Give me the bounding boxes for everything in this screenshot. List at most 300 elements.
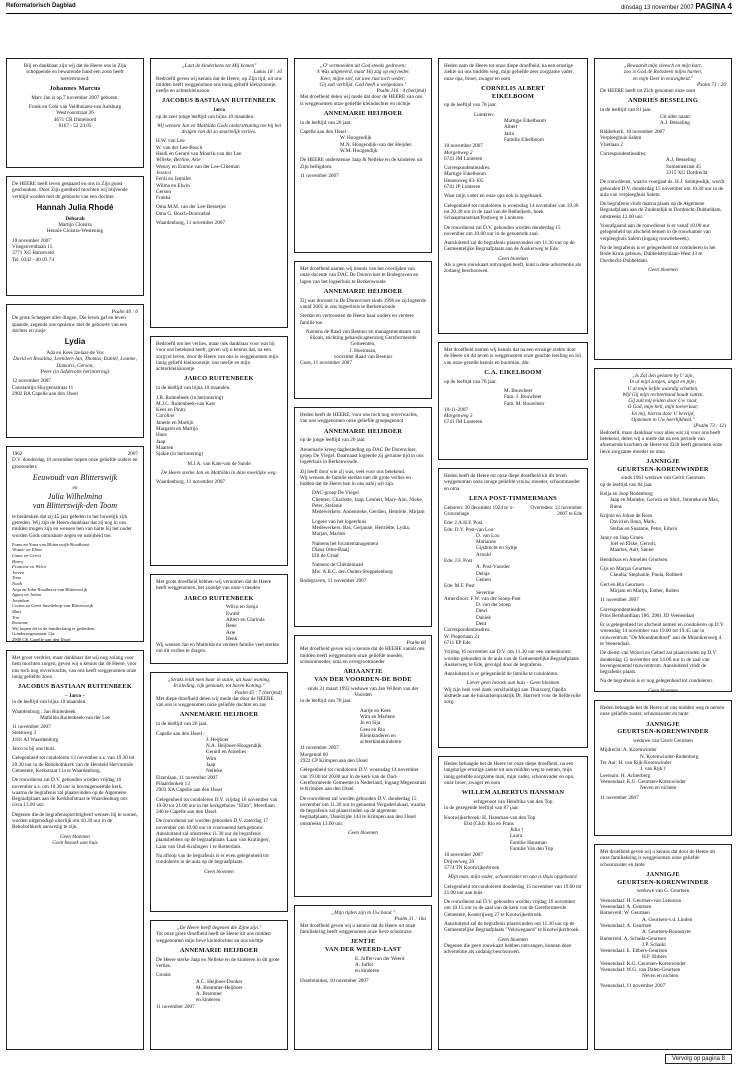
ad-text: Met droefheid namen wij kennis dat na een ernstige ziekte door de Heere uit dit leven is weggenomen onze geachte leerling en lid van onze gezelle kennis en buurman, dhr. xyxy=(444,347,581,366)
ad-text: Willeke, Bertine, Arie xyxy=(156,157,201,164)
ad-name-3: van Blitterswijk-den Toom xyxy=(32,501,118,511)
ad-name: LENA POST-TIMMERMANS xyxy=(469,494,557,502)
obituary-ad-annemarie-group xyxy=(294,407,432,627)
ad-text: 11 november 2007 xyxy=(12,724,51,731)
ad-text: 6741 JM Lunteren xyxy=(444,419,483,426)
ad-text: Liever geen bezoek aan huis - Geen bloemen xyxy=(466,680,560,687)
ad-text: Als u geen rouwkaart ontvangen heeft, kunt u deze advertentie als zodanig beschouwen. xyxy=(444,262,581,275)
ad-text: Sjakie (in herinnering) xyxy=(156,451,203,458)
ad-text: Met droefheid geven wij u kennis dat de Heere uit onze familiekring heeft weggenomen onze lieve schoonzus xyxy=(300,922,416,935)
ad-text: Neven en nichten xyxy=(642,973,679,980)
ad-text: Laura xyxy=(510,833,523,840)
ad-text: M. Bouwheer xyxy=(504,387,533,394)
ad-text: Namens de Cliëntenraad xyxy=(312,562,363,569)
ad-text: Na de begrafenis is er gelegenheid tot condoleren in het Bode Kruis gebouw, Dubbelsteynlaan-West 43 te Dordrecht-Dubbeldam. xyxy=(600,244,716,264)
ad-text: Zij heeft door wie zij was, veel voor ons betekend. xyxy=(300,468,406,475)
ad-text: Ede: D.Y. Post-van Loo xyxy=(444,526,494,533)
anniversary-ad xyxy=(6,446,144,642)
ad-text: Dent xyxy=(476,621,487,628)
ad-text: Heden nam de Heere tot onze diepe droefheid, na een ernstige ziekte uit ons midden weg, mijn geliefde zeer zorgzame vader, onze opa, broer, zwager en oom xyxy=(444,63,574,82)
ad-text: Kees en Pinny xyxy=(156,407,186,414)
ad-text: sinds 1961 weduwe van Gerrit Geurtsen xyxy=(621,475,705,482)
ad-text: Vrijdag 16 november zal D.V. om 11.30 uur een samenkomst worden gehouden in de aula van de Gemeentelijke Begraafplaats Auskerweg te Ede, gevolgd door de begrafenis. xyxy=(444,649,579,668)
ad-text: A.C. Heijboer-Donker xyxy=(196,978,243,985)
publication-name: Reformatorisch Dagblad xyxy=(6,3,76,9)
ad-text: Hans xyxy=(156,432,167,439)
ad-name: ANNEMARIE HEIJBOER xyxy=(323,427,403,435)
year-start: 1962 xyxy=(12,451,23,457)
ad-text: Cees en Ria xyxy=(360,726,385,733)
ad-text: M.N. Hoogendijk-van der Heijden xyxy=(340,141,412,148)
ad-text: Veenendaal: W.G. van Dalen-Geurtsen xyxy=(600,967,681,974)
birth-ad-lydia xyxy=(6,304,144,438)
obituary-ad-jannigje xyxy=(594,368,732,692)
ad-text: Rene xyxy=(226,623,237,630)
ad-text: Heden behaagde het de Heere uit ons midden weg te nemen onze geliefde zuster, schoonzuster en tante xyxy=(600,705,725,718)
ad-text: Vliegenveldlaan 15 xyxy=(12,244,53,251)
ad-text: Mijdrecht: A. Korenwinder xyxy=(600,747,657,754)
ad-text: Anja en John Rosdhorst-van Blitterswijk xyxy=(12,586,88,592)
ad-text: Correspondentieadres: xyxy=(444,165,491,172)
ad-text: Zij was docente in De Dorenvloer sinds 1996 en zij logeerde vanaf 2005 in ons logeerhuis te Berkenwoude. xyxy=(300,297,426,310)
ad-text: W. Hoogendijk xyxy=(340,135,372,142)
ad-name: ANNEMARIE HEIJBOER xyxy=(179,711,259,719)
ad-text: 10-11-2007 xyxy=(444,406,469,413)
ad-text: Diana Otter-Baaij xyxy=(312,546,349,553)
obituary-ad-jannigje-in-laws xyxy=(594,844,732,1050)
verse: „Mijn tijden zijn in Uw hand." xyxy=(331,910,395,916)
ad-text: Geen bloemen xyxy=(60,833,90,840)
ad-text: Geen bloemen xyxy=(498,255,528,262)
ad-name: C.A. EIKELBOOM xyxy=(484,368,542,376)
obituary-ad-andries xyxy=(594,58,732,360)
ad-text: Veenendaal: E. Ebbers-Geurtsen xyxy=(600,948,668,955)
ad-text: Francine en Wilco xyxy=(12,564,46,570)
ad-text: Met droefheid geven wij u kennis dat door de Heere uit onze familiekring is weggenomen onze geliefde schoonzuster en tante xyxy=(600,849,715,868)
obituary-ad-jacobus xyxy=(6,650,144,1050)
ad-text: Familie Hansman xyxy=(510,839,547,846)
ad-text: Caroline xyxy=(156,413,175,420)
ad-text: Geen bloemen xyxy=(648,266,678,273)
ad-text: Tel. 0342 - 40 03 74 xyxy=(12,256,54,263)
ad-text: 2903 XA Capelle aan den IJssel xyxy=(156,787,223,794)
ad-text: Ada en Kees Izelaar-de Vos xyxy=(46,350,104,357)
ad-text: Morgental 60 xyxy=(300,751,328,758)
ad-text: weduwe van Gerrit Geurtsen xyxy=(633,738,693,745)
ad-text: Tim xyxy=(12,614,19,620)
ad-text: Pilaardonken 13 xyxy=(156,780,190,787)
ad-text: De grote Schepper aller dingen, Die leven gaf en leven spaarde, zegende ons opnieuw met de geboorte van een dochter en zusje xyxy=(12,315,128,334)
ad-text: Amersfoort: F.W. van der Stoep-Post xyxy=(444,595,521,602)
ad-text: Gemen xyxy=(476,576,491,583)
ad-text: op de leeftijd van 84 jaar. xyxy=(600,481,653,488)
ad-text: Corina en Geert Smeltekop-van Blitterswijk xyxy=(12,603,94,609)
ad-name: ANNEMARIE HEIJBOER xyxy=(179,946,259,954)
ad-text: Veenendaal: K.G. Geurtsen-Korenwinder xyxy=(600,960,686,967)
ad-text: De Heere sterke Jan en Mathilda in deze moeilijke weg. xyxy=(161,469,277,476)
ad-text: N. Korenwinder-Rodenburg xyxy=(640,753,699,760)
ad-text: Ede: J.A.H.F. Post xyxy=(444,520,483,527)
ad-name: JACOBUS BASTIAAN RUITENBEEK xyxy=(17,683,133,691)
ad-text: Jessica xyxy=(156,169,171,176)
ad-text: Wim en Marlene xyxy=(360,713,395,720)
ad-text: De HEERE heeft tot Zich genomen onze oom xyxy=(600,88,696,95)
ad-text: Met diepe droefheid delen wij mede dat door de HEERE van ons is weggenomen onze geliefde dochter en zus xyxy=(156,695,274,709)
ad-text: 4181 AJ Waardenburg xyxy=(12,736,59,743)
ad-text: Kootwijkerbroek: H. Hansman-van den Top xyxy=(444,814,536,821)
ad-text: Barneveld: A. Schaikt-Geurtsen xyxy=(600,935,667,942)
ad-text: Waardenburg : Jan Ruitenbeek xyxy=(12,708,76,715)
ad-text: David en Rosalina, Leendert-Jan, Thomas, Daniël, Leanne, Damaris, Gerson, xyxy=(13,356,137,369)
ad-subname: – Jarco – xyxy=(64,692,86,699)
ad-text: 11 november 2007 xyxy=(156,1003,195,1010)
ad-text: Wij zijn heel veel dank verschuldigd aan Thuiszorg Opella alsmede aan de huisartsenpraktijk Dr. Hartvelt voor de liefdevolle zorg. xyxy=(444,686,581,706)
ad-name: JENTJE xyxy=(350,938,376,946)
ad-text: Aansluitend is er gelegenheid de familie te condoleren. xyxy=(444,671,559,678)
ad-name-2: Julia Wilhelmina xyxy=(47,491,103,501)
ad-name: ANNEMARIE HEIJBOER xyxy=(323,110,403,118)
ad-text: De HEERE ondersteune Jaap & Nelleke en de kinderen uit Zijn heiligdom. xyxy=(300,157,423,170)
ad-text: Hendrikus en Annelies Geurtsen xyxy=(600,556,668,563)
ad-text: De rouwdienst zal worden gehouden D.V. zaterdag 17 november om 10.00 uur in voornoemd kerkgebouw. Aansluitend zal omstreeks 11.30 uur de begrafenis plaatshebben op de begraafplaats 'Laan van Kralingen', Laan van Oud-Kralingen 1 te Rotterdam. xyxy=(156,818,271,850)
ad-text: Kelja en Joop Rodenburg xyxy=(600,491,653,498)
ad-text: Roxanne xyxy=(12,620,29,626)
ad-text: Marc Jan is op 7 november 2007 geboren. xyxy=(31,94,119,101)
ad-text: 3774 TN Kootwijkerbroek xyxy=(444,864,500,871)
verse: In kleding, rijk gemaakt, tot haren Koning." xyxy=(173,683,265,690)
ad-text: 2900 CK Capelle aan den IJssel xyxy=(12,636,71,642)
verse: „De Heere heeft degenen die Zijne zijn." xyxy=(176,925,262,931)
ad-text: Gouda: xyxy=(156,972,172,979)
ad-name: JARCO RUITENBEEK xyxy=(184,375,254,383)
ad-text: Geen bloemen xyxy=(498,936,528,943)
ad-text: Claudia, Stephanie, Paula, Robbert xyxy=(610,572,683,579)
ad-text: Frank en Cobi van Veldhuizen-van Aalsburg xyxy=(28,103,122,110)
ad-text: D. van der Stoep xyxy=(476,602,511,609)
ad-text: op de jonge leeftijd van 20 jaar. xyxy=(300,437,366,444)
life-dates xyxy=(444,505,582,518)
ad-text: Lunteren: xyxy=(474,111,495,118)
obituary-ad-annemarie-gouda xyxy=(150,920,288,1050)
ad-text: David en Ilona, Mark, xyxy=(610,519,656,526)
ad-text: Bedroefd, maar dankbaar voor alles wat zij voor ons heeft betekend, delen wij u mede dat na een periode van afnemende krachten de Heere tot Zich heeft genomen onze lieve zorgzame moeder en oma xyxy=(600,429,723,455)
ad-name: Hannah Julia Rhodé xyxy=(36,202,114,212)
ad-text: Janette en Martijn xyxy=(156,419,194,426)
verse: O God, mijn heil, mijn toeverlaat; xyxy=(627,404,699,411)
obituary-ad-jarco xyxy=(150,336,288,566)
ad-text: Geen bloemen xyxy=(648,687,678,692)
ad-text: Veenendaal: K.G. Geurtsen-Korenwinder xyxy=(600,778,686,785)
ad-text: Margaret en Martijn xyxy=(156,426,198,433)
ad-text: Mirjam en Marijn, Esther, Ruben xyxy=(610,587,679,594)
ad-text: Wilco en Sonja xyxy=(226,604,258,611)
ad-text: Martigje Eikelboom xyxy=(444,171,486,178)
date-text: dinsdag 13 november 2007 xyxy=(620,5,694,11)
ad-text: Heden behaagde het de Heere tot onze diepe droefheid, na een langdurige ernstige ziekte uit ons midden weg te nemen, mijn innig geliefde zorgzame man, mijn vader, schoonvader en opa, onze broer, zwager en oom xyxy=(444,761,575,786)
obituary-ad-cornelis xyxy=(438,58,588,334)
ad-text: Leersum: H. Achterberg xyxy=(600,772,651,779)
ad-text: Ridderkerk, 10 november 2007 xyxy=(600,129,665,136)
ad-text: 6741 JM Lunteren xyxy=(444,155,483,162)
ad-text: De rouwdienst zal D.V. gehouden worden donderdag 15 november om 10.00 uur in de genoemde zaal. xyxy=(444,224,561,237)
ad-name: ANDRIES BESSELING xyxy=(628,97,698,105)
header-rule xyxy=(6,13,732,14)
verse: Gij zult verblijd, God heeft u welgedaan." xyxy=(319,81,407,88)
ad-text: W. Pieperlaan 21 xyxy=(444,633,480,640)
ad-text: M. Bremmer-Heijboer xyxy=(196,984,243,991)
ad-text: J. van Rijk † xyxy=(640,766,667,773)
ad-text: Heden heeft de Heere tot onze diepe droefheid uit dit leven weggenomen onze innige geliefde vrouw, moeder, schoonmoeder en oma xyxy=(444,473,581,492)
ad-text: A. Bremmer xyxy=(196,991,222,998)
verse: Opnemen in Uw heerlijkheid." xyxy=(631,417,695,424)
ad-text: Vlietlaan 2 xyxy=(600,141,623,148)
ad-text: Logees van het logeerhuis xyxy=(312,518,367,525)
ad-text: Harry xyxy=(12,558,24,564)
ad-text: Jonathan xyxy=(12,597,30,603)
continue-link[interactable]: Vervolg op pagina 8 xyxy=(665,1054,732,1064)
ad-text: Familie Eikelboom xyxy=(504,136,544,143)
ad-text: Jarin xyxy=(504,130,515,137)
ad-text: Gelegenheid tot condoleren is woensdag 14 november van 19.30 tot 20.30 uur in de zaal van de Bethelkerk, hoek Schaapmanstraat/Postweg te Lunteren. xyxy=(444,202,579,222)
ad-text: Clienten: Charlotte, Jaap, Lennert, Mary-Ann, Nieke, Peter, Stefanie xyxy=(312,496,423,510)
ad-text: H.W. van Lee xyxy=(156,138,185,145)
verse: zoo is God de Rotssteen mijns harten, xyxy=(623,69,703,76)
ad-text: Morgenweg 3 xyxy=(444,413,473,420)
ad-text: 11 november 2007 xyxy=(300,745,339,752)
ad-name: Johannes Marcus xyxy=(49,84,101,92)
ad-text: Aartje en Kees xyxy=(360,707,391,714)
ad-text: Neven en nichten xyxy=(640,785,677,792)
ad-text: J. Hoeimsan, xyxy=(349,347,377,354)
ad-text: Constantijn Huygensstraat 11 xyxy=(12,384,74,391)
verse: en mijn Deel in eeuwigheid." xyxy=(632,75,694,82)
ad-text: Peter (in liefdevolle herinnering) xyxy=(40,369,110,376)
ad-text: Mijn man, mijn vader, schoonvader en opa is thuis opgebaard. xyxy=(448,874,578,881)
ad-text: A. Post-Vuurder xyxy=(476,564,510,571)
ad-text: Arnold xyxy=(476,551,491,558)
ad-text: Met grote droefheid hebben wij vernomen dat de Heere heeft weggenomen, het zoontje van onze vrienden xyxy=(156,579,272,592)
obituary-ad-jacobus-2 xyxy=(150,58,288,328)
ad-text: Morgenweg 2 xyxy=(444,149,473,156)
verse: Wijl Gij mijn rechterhand houdt vatten. xyxy=(622,391,704,398)
ad-text: Gelegenheid tot condoleren D.V. woensdag 14 november van 19.00 tot 20.00 uur in de kerk van de Oud-Gereformeerde Gemeente in Nederland, Ingang Megenstraat te Krimpen aan den IJssel. xyxy=(300,767,426,793)
ad-text: in de leeftijd van 78 jaar. xyxy=(300,698,352,705)
ad-text: Dewi xyxy=(476,608,488,615)
ad-name-2: VAN DER WEERD-LAST xyxy=(324,945,402,953)
ad-text: 12 november 2007 xyxy=(12,378,51,385)
ad-text: Correspondentieadres: xyxy=(600,151,647,158)
verse: In al mijn zorgen, angst en pijn; xyxy=(629,379,697,386)
ad-text: Martijn Cloistra xyxy=(58,222,92,229)
ad-text: Medewerkers: Annemieke, Gerdien, Henriëte, Mirjam xyxy=(312,509,425,516)
ad-text: J.B. Ruitenbeek (in herinnering) xyxy=(156,394,223,401)
ad-text: Hessenweg 83-105 xyxy=(444,177,484,184)
ad-text: 10 november 2007 xyxy=(444,143,483,150)
ad-text: Capelle aan den IJssel : xyxy=(300,129,349,136)
ad-name: JANNIGJE xyxy=(646,457,680,465)
year-end: 2007 xyxy=(127,451,138,457)
ad-text: in de leeftijd van 20 jaar. xyxy=(156,721,208,728)
ad-text: Goes, 11 november 2007 xyxy=(300,360,352,367)
obituary-ad-jannigje-family xyxy=(594,700,732,836)
ad-text: Met droefheid geven wij u kennis dat de HEERE vanuit ons midden heeft weggenomen onze geliefde moeder, schoonmoeder, oma en overgrootmoeder xyxy=(300,646,425,665)
birth-ad-marcus xyxy=(6,58,144,168)
ad-text: D. van Loo xyxy=(476,532,500,539)
page-date xyxy=(621,2,732,11)
ad-text: Met droefheid delen wij mede dat door de HEERE van ons is weggenomen onze geliefde kleindochter en nichtje xyxy=(300,94,423,107)
ad-text: Hennie Cloistra-Westening xyxy=(46,228,104,235)
ad-text: Tot onze grote droefheid heeft de Heere uit ons midden weggenomen mijn lieve kleindochter en ons nichtje xyxy=(156,931,271,944)
ad-text: Timo xyxy=(12,575,22,581)
ad-text: Medewerkers: Bas, Gerjanne, Henriëtte, Lydia, Marjan, Marlies xyxy=(312,524,410,538)
ad-text: Veenendaal, 11 november 2007 xyxy=(600,982,666,989)
ad-text: Elli de Graaf xyxy=(312,553,339,560)
page-header xyxy=(6,0,732,14)
ad-text: 11 november 2007 xyxy=(600,597,639,604)
ad-text: Arie xyxy=(226,629,236,636)
ad-text: Ter Aar: H. van Rijk-Korenwinder xyxy=(600,760,672,767)
ad-text: Westvoorstraat 26 xyxy=(56,110,94,117)
verse-ref: Psalm 45 : 7 (berijmd) xyxy=(234,689,282,696)
ad-text: Blij en dankbaar zijn wij dat de Heere ons in Zijn schoppende en bewarende hand een zoon heeft toevertrouwd: xyxy=(23,63,127,82)
ad-text: 6741 JP Lunteren xyxy=(444,184,481,191)
ad-text: 0167 - 52 24 05 xyxy=(58,122,92,129)
ad-text: Annemarie kreeg dagbesteding op DAC De Dorenvloer, groep De Vlegel. Daarnaast logeerde zij geruime tijd in ons logeerhuis in Berkenwoude. xyxy=(300,446,424,466)
ad-text: Janny en Jaap Groen xyxy=(600,534,644,541)
ad-name: JANNIGJE xyxy=(646,720,680,728)
ad-text: Heden heeft de HEERE, voor ons toch nog onverwachts, van ons weggenomen onze geliefde groepsgenoot xyxy=(300,412,419,425)
ad-text: Martigje Eikelboom xyxy=(504,118,546,125)
ad-text: Veenendaal: A. Geurtsen xyxy=(600,904,652,911)
ad-text: Drijverweg 39 xyxy=(444,858,475,865)
verse: „Bewaardt mijn vleesch en mijn hart, xyxy=(624,63,702,69)
ad-text: Jarco is bij ons thuis. xyxy=(12,746,56,753)
ad-text: A.J. Besseling xyxy=(666,157,696,164)
verse-ref: Psalm 40 : 6 xyxy=(111,309,138,315)
ad-text: Marianne xyxy=(476,539,496,546)
ad-text: Met droefheid namen wij kennis van het overlijden van onze docente van DAC De Dorenvloer te Bodegraven en lagen van het logeerhuis te Berkenwoude xyxy=(300,266,419,285)
ad-text: De rouwdienst, waarin voorgaat ds. H.J. Stoutjesdijk, wordt gehouden D.V. donderdag 15 november om 10.30 uur in de aula van verpleeghuis Salem. xyxy=(600,179,725,198)
ad-text: Gerson xyxy=(156,188,171,195)
ad-text: 11 november 2007 xyxy=(300,172,339,179)
ad-text: Degenen die geen rouwkaart hebben ontvangen, kunnen deze advertentie als zodanig beschouwen. xyxy=(444,942,572,956)
ad-text: Bedroefd geven wij kennis dat de Heere, op Zijn tijd, uit ons midden heeft weggenomen ons innig geliefd kleinzoontje, neefje en achterkleinzoon xyxy=(156,75,282,95)
ad-text: A.J. Besseling xyxy=(660,119,690,126)
verse: „Laat de kinderkens tot Mij komen" xyxy=(181,63,257,69)
ad-text: 2922 CP Krimpen aan den IJssel xyxy=(300,758,368,765)
ad-text: in de leeftijd van bijna 10 maanden. xyxy=(156,385,231,392)
ad-text: De Heere sterke Jaap en Nelleke en de kinderen in dit grote verlies. xyxy=(156,956,280,969)
ad-text: DAC-groep De Vlegel xyxy=(312,490,359,497)
ad-text: Uit aller naam: xyxy=(660,113,692,120)
ad-text: echtgenoot van Hendrika van den Top xyxy=(473,798,553,805)
ad-name: WILLEM ALBERTUS HANSMAN xyxy=(461,789,565,797)
ad-text: Noah xyxy=(12,581,22,587)
ad-text: Aansluitend zal de begrafenis plaatsvinden om 11.30 uur op de Gemeentelijke Begraafplaats "Veluwegaard" te Kootwijkerbroek. xyxy=(444,921,580,934)
ad-text: 10 november 2007 xyxy=(12,237,51,244)
ad-text: De begrafenis vindt daarna plaats op de Algemene Begraafplaats aan de Zuidendijk te Dordrecht-Dubbeldam, omstreeks 12.00 uur. xyxy=(600,201,722,220)
ad-text: Met groot verdriet, maar dankbaar dat wij nog zolang voor hem mochten zorgen, geven wij u kennis dat de Heere, voor ons toch nog onverwachts, van ons heeft weggenomen onze innig geliefde zoon xyxy=(12,655,137,680)
obituary-ad-annemarie xyxy=(150,672,288,912)
verse: „Is Zal den gelaten by U zijn, xyxy=(632,373,694,379)
ad-text: en xyxy=(72,485,78,492)
ad-text: Agnes en Johan xyxy=(12,592,42,598)
ad-text: Geen bloemen xyxy=(348,830,378,837)
ad-text: Gelegenheid tot condoleren donderdag 15 november van 19.00 tot 21.00 uur aan huis. xyxy=(444,883,582,896)
ad-text: Severine xyxy=(476,589,495,596)
ad-text: Kleinkinderen en achterkleinkinderen xyxy=(360,732,402,746)
ad-text: Jaap xyxy=(206,762,216,769)
ad-text: Wij hopen dit in de familiekring te gedenken. xyxy=(12,625,96,631)
ad-text: Mw. A.B.C. den Ouden-Stoppelenburg xyxy=(312,568,393,575)
ad-text: Bedroefd om het verlies, maar ook dankbaar voor wat hij voor ons betekend heeft, geven wij u kennis dat, na een zorgvol leven, door de Heere van ons is weggenomen mijn innig geliefd kleinzoontje, ons neefje en mijn achterkleinzoontje xyxy=(156,341,279,373)
verse: „Straks leidt men haar in statie, uit haar woning, xyxy=(167,677,271,683)
birth-ad-hannah xyxy=(6,176,144,296)
ad-text: Franka xyxy=(156,195,171,202)
ad-text: in de leeftijd van 20 jaar. xyxy=(300,119,352,126)
ad-text: De HEERE heeft leven gespaard en ons in Zijn gunst geschonken. Door Zijn goedheid mochten wij blijvende verblijd worden met de geboorte van een dochter. xyxy=(12,181,128,200)
ad-subname: Deborah xyxy=(65,215,85,222)
ad-text: Liana en Gerrit xyxy=(12,553,41,559)
ad-text: Ede: J.F. Post xyxy=(444,558,473,565)
ad-text: Namens het locatiemanagement xyxy=(312,540,379,547)
ad-text: in de gezegende leeftijd van 87 jaar. xyxy=(444,805,519,812)
ad-text: 4671 CR Dinteloord xyxy=(53,116,97,123)
ad-text: De rouwdienst zal worden gehouden D.V. donderdag 15 november om 11.30 uur in genoemd Vergaderlokaal, waarna de begrafenis zal plaatsvinden op de algemene begraafplaats, IJsselzijde 144 te Krimpen aan den IJssel omstreeks 13.00 uur. xyxy=(300,795,426,827)
ad-text: Wilma en Elwin xyxy=(156,182,190,189)
ad-text: A. Geurtsen-Boonsayer xyxy=(642,929,691,936)
ad-text: sinds 21 maart 1992 weduwe van Jan Willem van der Voorden xyxy=(307,685,419,699)
verse: U al mijn liefde waardig schatten, xyxy=(627,385,699,392)
ad-name: JANNIGJE xyxy=(646,870,680,878)
ad-name: JARCO RUITENBEEK xyxy=(184,594,254,602)
ad-text: De dienst van Woord en Gebed zal plaatsvinden op D.V. donderdag 15 november om 14.00 uur in de zaal van bovengenoemd rouwcentrum. Aansluitend vindt de begrafenis plaats. xyxy=(600,650,717,676)
ad-text: op de leeftijd van 78 jaar. xyxy=(444,378,497,385)
ad-text: Gelegenheid tot condoleren 13 november a.s. van 19.30 tot 20.30 uur in de Rehobothkerk van de Hersteld Hervormde Gemeente, Kerkstraat 11a te Waardenburg. xyxy=(12,755,135,774)
ad-text: Wij wensen de familie sterkte met dit grote verlies en bidden dat de Heere hen in ons nabij wil zijn. xyxy=(300,474,411,488)
ad-text: Barneveld: W. Geurtsen xyxy=(600,910,650,917)
ad-text: N.A. Heijboer-Hoogendijk xyxy=(206,743,262,750)
ad-text: Ferdi en Jennifer xyxy=(156,176,192,183)
ad-text: Wij wensen Jan en Mathilda en verdere familie veel sterkte om dit verlies te dragen. xyxy=(156,642,279,655)
ad-text: Waar mijn vader en onze opa ook is opgebaard. xyxy=(444,193,543,200)
ad-text: Wij wensen Jan en Mathilda Gods ondersteuning toe bij het dragen van dit zo smartelijk verlies. xyxy=(156,122,282,136)
ad-text: Marc xyxy=(12,609,22,614)
ad-text: 3771 XG Barneveld xyxy=(12,250,54,257)
obituary-ad-ariaantje xyxy=(294,635,432,897)
ad-name: ANNEMARIE HEIJBOER xyxy=(323,287,403,295)
ad-text: Wenny en Emmie van der Lee-Cliteman xyxy=(156,163,240,170)
ad-text: Oma G. Bosch-Doornebal xyxy=(156,210,211,217)
ad-text: Wouter en Elina xyxy=(12,547,42,553)
ad-text: M.J.C. Ruitenbeek-van Kats xyxy=(156,400,215,407)
ad-text: Veenendaal: A. Geurtsen xyxy=(600,922,652,929)
obituary-ad-annemarie-siloah xyxy=(294,261,432,399)
verse-ref: Psalm 31 : 16a xyxy=(394,916,426,923)
born-date: Geboren: 30 december 1924 te 's-Gravenhage xyxy=(444,504,514,517)
ad-text: Degenen die de begrafenisplechtigheid wensen bij te wonen, worden uitgenodigd uiterlijk om 10.20 uur in de Rehobothkerk aanwezig te zijn. xyxy=(12,811,138,831)
ad-text: Jo en Sija xyxy=(360,720,381,727)
obituary-ad-ca-eikelboom xyxy=(438,342,588,460)
verse-ref: Lukas 18 : 16 xyxy=(253,69,282,76)
ad-text: Veenendaal: H. Geurtsen-van Leeuwen xyxy=(600,897,682,904)
ad-text: Fam. J. Bouwheer xyxy=(504,394,542,401)
ad-text: Oma M.M. van der Lee-Bessetjes xyxy=(156,204,227,211)
ad-text: A. Juffer xyxy=(355,962,374,969)
ad-text: te herdenken dat zij 45 jaar geleden in het huwelijk zijn getreden. Wij zijn de Heere dankbaar dat zij nog in ons midden mogen zijn en wensen hen van harte bij het ouder worden Gods onmisbare zegen en nabijheid toe. xyxy=(12,513,132,539)
ad-text: weduwe van G. Geurtsen xyxy=(636,888,690,895)
ad-text: Sumatrastraat 45 xyxy=(666,163,702,170)
